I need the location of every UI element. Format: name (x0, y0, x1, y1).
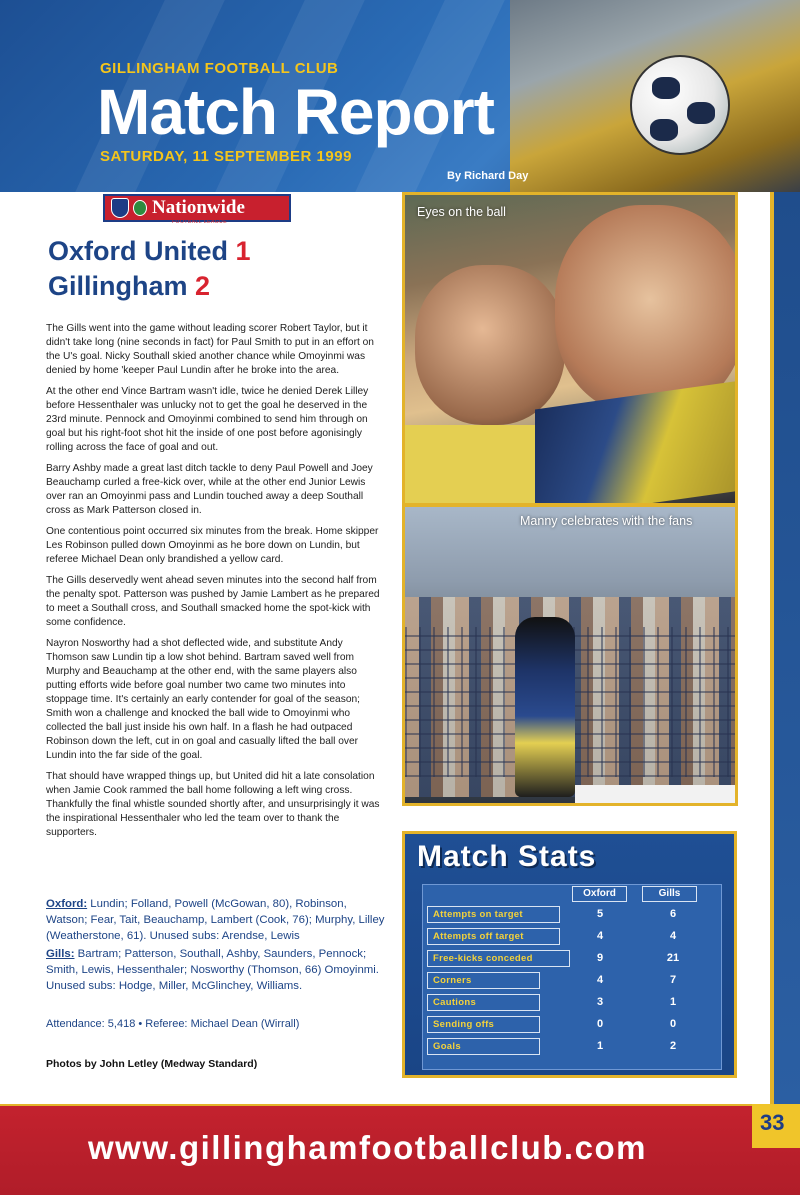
stat-label: Attempts on target (427, 906, 560, 923)
referee-label: Referee: (145, 1018, 188, 1030)
stats-title: Match Stats (417, 840, 597, 873)
stat-label: Cautions (427, 994, 540, 1011)
column-header-gills: Gills (642, 886, 697, 902)
stat-row (427, 928, 719, 946)
sponsor-subtitle: FOOTBALL LEAGUE (172, 219, 228, 225)
photo-caption: Eyes on the ball (417, 205, 506, 219)
article-paragraph: The Gills went into the game without leading scorer Robert Taylor, but it didn't take long (nine seconds in fact) for Paul Smith to put in an effort on the U's goal. Nicky Southall skied another chance while Omoyinmi was denied by home 'keeper Paul Lundin after he broke into the area. (46, 323, 374, 376)
photo-eyes-on-ball (402, 192, 738, 506)
article-body (46, 322, 386, 847)
attendance-label: Attendance: (46, 1018, 105, 1030)
oxford-lineup (46, 896, 386, 944)
stat-oxford: 9 (596, 952, 604, 964)
stat-oxford: 4 (596, 930, 604, 942)
photo-caption: Manny celebrates with the fans (520, 514, 693, 528)
stat-gills: 1 (669, 996, 677, 1008)
separator: • (138, 1018, 143, 1030)
stat-oxford: 1 (596, 1040, 604, 1052)
stat-gills: 4 (669, 930, 677, 942)
stat-oxford: 5 (596, 908, 604, 920)
stat-label: Corners (427, 972, 540, 989)
club-name: GILLINGHAM FOOTBALL CLUB (100, 60, 339, 77)
sponsor-emblem-icon (133, 200, 147, 216)
stat-label: Sending offs (427, 1016, 540, 1033)
team-lineups (46, 896, 386, 996)
stat-label: Goals (427, 1038, 540, 1055)
stat-gills: 0 (669, 1018, 677, 1030)
stat-gills: 7 (669, 974, 677, 986)
stat-gills: 6 (669, 908, 677, 920)
page-number: 33 (760, 1110, 785, 1135)
gills-players: Bartram; Patterson, Southall, Ashby, Saunders, Pennock; Smith, Lewis, Hessenthaler; Nosworthy (Thomson, 66) Omoyinmi. Unused subs: Hodge, Miller, McGlinchey, Williams. (46, 948, 379, 992)
article-paragraph: The Gills deservedly went ahead seven minutes into the second half from the penalty spot. Patterson was pushed by Jamie Lambert as he prepared to meet a Southall cross, and Southall smacked home the spot-kick with some confidence. (46, 575, 380, 628)
stat-label: Free-kicks conceded (427, 950, 570, 967)
byline: By Richard Day (447, 170, 529, 182)
article-paragraph: One contentious point occurred six minutes from the break. Home skipper Les Robinson pulled down Omoyinmi as he bore down on Lundin, but referee Michael Dean only brandished a yellow card. (46, 526, 379, 565)
oxford-label: Oxford: (46, 898, 88, 910)
attendance-line (46, 1018, 299, 1030)
club-website-url[interactable]: www.gillinghamfootballclub.com (88, 1129, 647, 1166)
stat-row (427, 906, 719, 924)
referee-value: Michael Dean (Wirrall) (190, 1018, 300, 1030)
photo-celebration (402, 504, 738, 806)
oxford-players: Lundin; Folland, Powell (McGowan, 80), Robinson, Watson; Fear, Tait, Beauchamp, Lambert (Cook, 76); Murphy, Lilley (Weatherstone, 61). Unused subs: Arendse, Lewis (46, 898, 385, 942)
home-team: Oxford United (48, 236, 228, 266)
stat-row (427, 1016, 719, 1034)
score-away (48, 271, 210, 302)
stat-label: Attempts off target (427, 928, 560, 945)
score-home (48, 236, 251, 267)
right-edge-stripe (752, 192, 800, 1104)
page-title: Match Report (97, 76, 494, 148)
gills-lineup (46, 946, 386, 994)
stat-row (427, 972, 719, 990)
stat-gills: 2 (669, 1040, 677, 1052)
column-header-oxford: Oxford (572, 886, 627, 902)
football-icon (630, 55, 730, 155)
gills-label: Gills: (46, 948, 75, 960)
article-paragraph: At the other end Vince Bartram wasn't idle, twice he denied Derek Lilley before Hessenthaler was unlucky not to get the goal he deserved in the 23rd minute. Pennock and Omoyinmi combined to send him through on goal but his right-foot shot hit the inside of one post before agonisingly rolling across the face of goal and out. (46, 386, 369, 453)
match-date: SATURDAY, 11 SEPTEMBER 1999 (100, 148, 352, 165)
stat-oxford: 0 (596, 1018, 604, 1030)
attendance-value: 5,418 (107, 1018, 136, 1030)
league-crest-icon (111, 198, 129, 218)
away-goals: 2 (195, 271, 211, 301)
article-paragraph: Barry Ashby made a great last ditch tackle to deny Paul Powell and Joey Beauchamp curled a free-kick over, while at the other end Junior Lewis over ran an Omoyinmi pass and Lundin touched away a deep Southall cross as Mark Patterson closed in. (46, 463, 373, 516)
stat-row (427, 950, 719, 968)
stat-oxford: 4 (596, 974, 604, 986)
photo-credits: Photos by John Letley (Medway Standard) (46, 1058, 258, 1070)
stat-gills: 21 (666, 952, 680, 964)
article-paragraph: That should have wrapped things up, but United did hit a late consolation when Jamie Cook rammed the ball home following a left wing cross. Thankfully the final whistle sounded shortly after, and unsurprisingly it was the inspirational Hessenthaler who led the team over to thank the supporters. (46, 771, 380, 838)
sponsor-name: Nationwide (152, 197, 245, 218)
away-team: Gillingham (48, 271, 188, 301)
stat-oxford: 3 (596, 996, 604, 1008)
home-goals: 1 (235, 236, 251, 266)
nationwide-logo (103, 194, 291, 222)
article-paragraph: Nayron Nosworthy had a shot deflected wide, and substitute Andy Thomson saw Lundin tip a low shot behind. Bartram saved well from Murphy and Beauchamp at the other end, with the same players also putting efforts wide before goal number two came two minutes into stoppage time. It's certainly an early contender for goal of the season; Smith won a challenge and knocked the ball wide to Omoyinmi who collected the ball just inside his own half. In a flash he had outpaced Robinson down the left, cut in on goal and casually lifted the ball over Lundin into the far side of the goal. (46, 638, 360, 761)
match-stats-panel (402, 831, 737, 1078)
stat-row (427, 1038, 719, 1056)
stat-row (427, 994, 719, 1012)
